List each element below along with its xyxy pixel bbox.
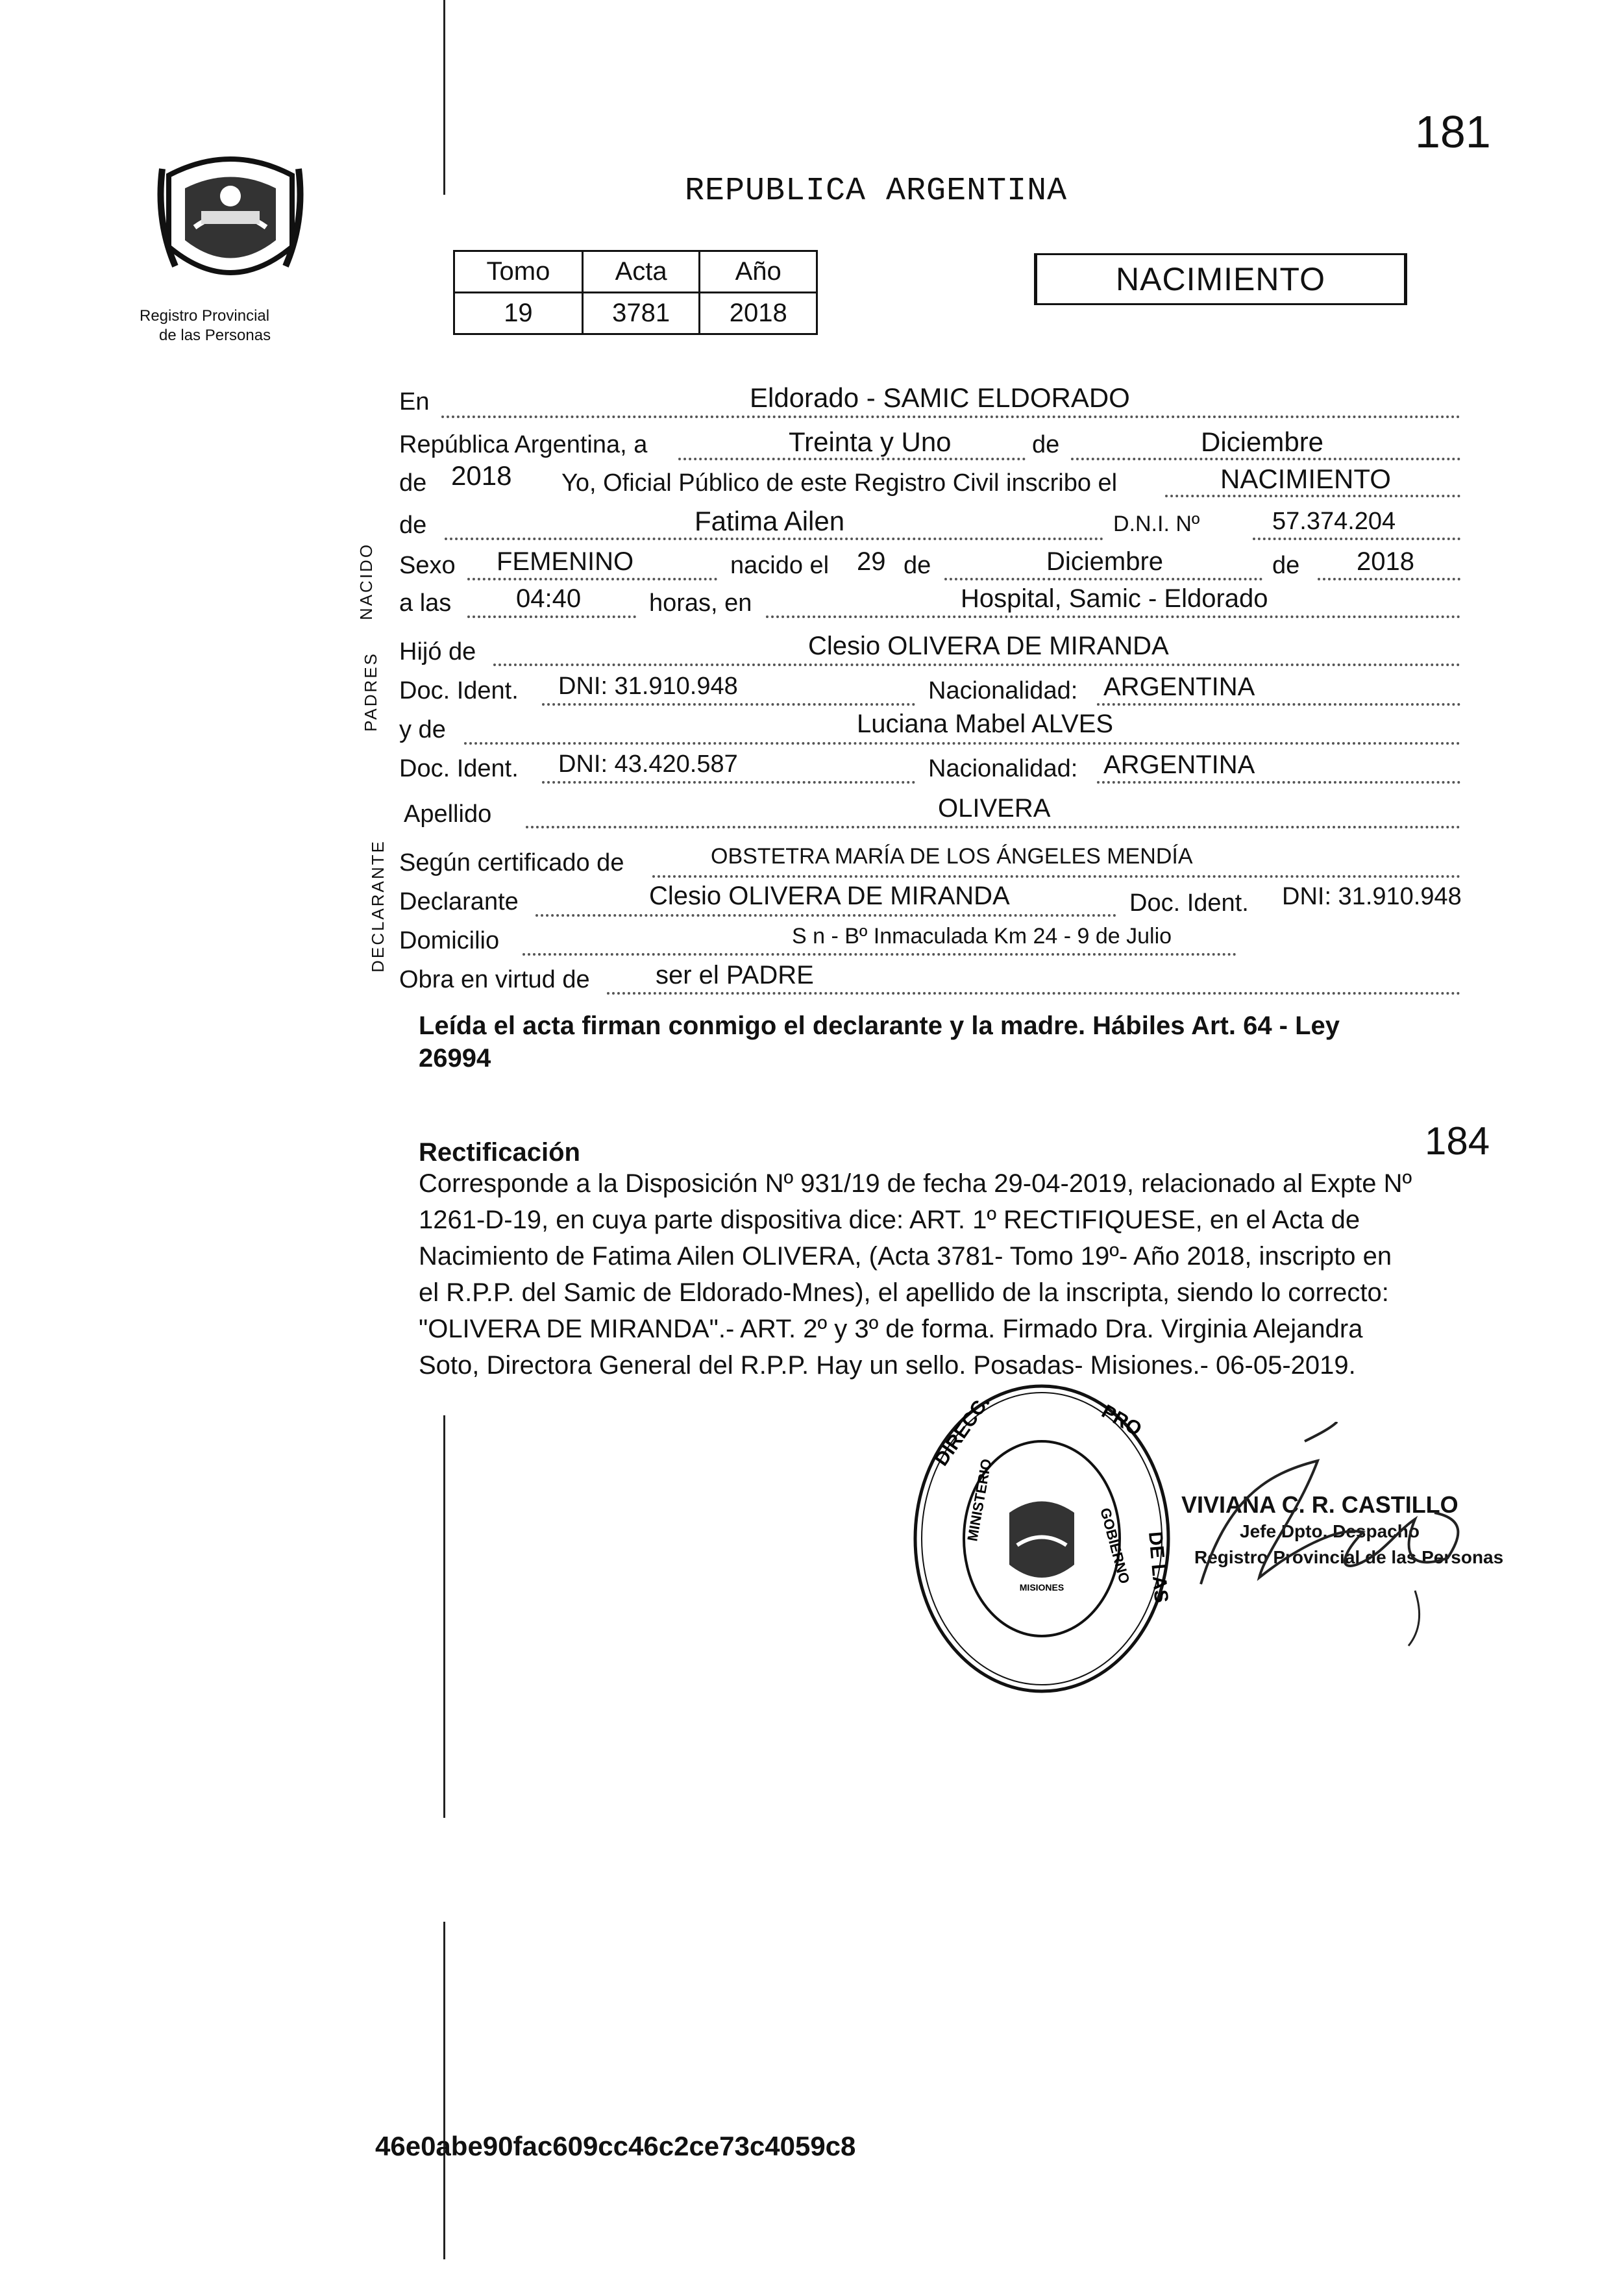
declarant-doc-value: DNI: 31.910.948 bbox=[1282, 883, 1462, 910]
field-label: Doc. Ident. bbox=[1129, 889, 1249, 917]
dotted-line bbox=[523, 953, 1236, 956]
record-table bbox=[453, 250, 818, 335]
svg-text:MINISTERIO: MINISTERIO bbox=[964, 1458, 995, 1543]
field-label: de bbox=[399, 512, 427, 539]
birth-month-value: Diciembre bbox=[1046, 547, 1164, 576]
table-header: Tomo bbox=[454, 251, 583, 293]
father-doc-value: DNI: 31.910.948 bbox=[558, 673, 738, 700]
month-value: Diciembre bbox=[1201, 427, 1324, 457]
field-label: Doc. Ident. bbox=[399, 755, 519, 782]
declarant-value: Clesio OLIVERA DE MIRANDA bbox=[649, 882, 1010, 910]
dotted-line bbox=[542, 781, 915, 784]
field-label: Sexo bbox=[399, 552, 456, 579]
dotted-line bbox=[766, 615, 1460, 618]
day-words-value: Treinta y Uno bbox=[789, 427, 952, 457]
text-line: el R.P.P. del Samic de Eldorado-Mnes), el apellido de la inscripta, siendo lo correcto: bbox=[419, 1278, 1389, 1307]
side-label-nacido: NACIDO bbox=[356, 542, 376, 621]
field-label: de bbox=[1272, 552, 1300, 579]
text-line: 1261-D-19, en cuya parte dispositiva dice: ART. 1º RECTIFIQUESE, en el Acta de bbox=[419, 1206, 1360, 1234]
dotted-line bbox=[467, 615, 636, 618]
rectification-page-number: 184 bbox=[1425, 1119, 1490, 1163]
dotted-line bbox=[467, 578, 717, 580]
closing-text: Leída el acta firman conmigo el declarante y la madre. Hábiles Art. 64 - Ley bbox=[419, 1012, 1340, 1040]
sexo-value: FEMENINO bbox=[497, 547, 634, 576]
table-header: Acta bbox=[582, 251, 700, 293]
registry-caption: Registro Provincial bbox=[140, 307, 270, 325]
dotted-line bbox=[1071, 458, 1460, 460]
dotted-line bbox=[1097, 781, 1460, 784]
mother-name-value: Luciana Mabel ALVES bbox=[857, 710, 1114, 738]
dotted-line bbox=[607, 992, 1460, 995]
dotted-line bbox=[493, 664, 1460, 666]
capacity-value: ser el PADRE bbox=[656, 961, 814, 989]
field-label: nacido el bbox=[730, 552, 830, 579]
text-line: Corresponde a la Disposición Nº 931/19 de fecha 29-04-2019, relacionado al Expte Nº bbox=[419, 1169, 1412, 1198]
signature-scribble-icon bbox=[1188, 1422, 1480, 1649]
dotted-line bbox=[678, 458, 1026, 460]
field-label: de bbox=[1032, 431, 1060, 458]
surname-value: OLIVERA bbox=[938, 794, 1051, 823]
field-label: horas, en bbox=[649, 590, 752, 617]
provincial-seal-icon bbox=[156, 149, 305, 292]
text-line: "OLIVERA DE MIRANDA".- ART. 2º y 3º de forma. Firmado Dra. Virginia Alejandra bbox=[419, 1315, 1363, 1343]
svg-text:DIRECC.: DIRECC. bbox=[930, 1392, 994, 1471]
svg-text:PRO: PRO bbox=[1098, 1400, 1146, 1441]
field-label: de bbox=[399, 469, 427, 497]
scan-artifact-line bbox=[443, 1415, 445, 1818]
field-label: Obra en virtud de bbox=[399, 966, 590, 993]
dotted-line bbox=[1318, 578, 1460, 580]
closing-text: 26994 bbox=[419, 1044, 491, 1073]
act-type-label: NACIMIENTO bbox=[1116, 261, 1325, 297]
act-inscribed-value: NACIMIENTO bbox=[1220, 464, 1391, 494]
field-label: y de bbox=[399, 716, 446, 743]
country-title: REPUBLICA ARGENTINA bbox=[685, 173, 1068, 210]
table-header: Año bbox=[700, 251, 817, 293]
certificate-value: OBSTETRA MARÍA DE LOS ÁNGELES MENDÍA bbox=[711, 844, 1193, 869]
dotted-line bbox=[944, 578, 1262, 580]
table-cell: 3781 bbox=[582, 293, 700, 334]
field-label: Nacionalidad: bbox=[928, 755, 1078, 782]
father-nationality-value: ARGENTINA bbox=[1103, 673, 1255, 701]
dotted-line bbox=[1165, 495, 1460, 497]
dotted-line bbox=[1097, 703, 1460, 706]
dotted-line bbox=[526, 826, 1460, 828]
year-value: 2018 bbox=[451, 460, 512, 491]
stamp-seal-caption: MISIONES bbox=[1019, 1582, 1064, 1593]
field-label: a las bbox=[399, 590, 452, 617]
page-number: 181 bbox=[1415, 106, 1491, 157]
text-line: Soto, Directora General del R.P.P. Hay un sello. Posadas- Misiones.- 06-05-2019. bbox=[419, 1351, 1356, 1380]
dotted-line bbox=[652, 875, 1460, 878]
field-label: Yo, Oficial Público de este Registro Civil inscribo el bbox=[561, 469, 1118, 497]
signature-name: VIVIANA C. R. CASTILLO bbox=[1181, 1491, 1458, 1518]
field-label: República Argentina, a bbox=[399, 431, 648, 458]
field-label: D.N.I. Nº bbox=[1113, 512, 1200, 536]
dotted-line bbox=[441, 416, 1460, 418]
father-name-value: Clesio OLIVERA DE MIRANDA bbox=[808, 632, 1169, 660]
signature-title: Jefe Dpto. Despacho bbox=[1240, 1521, 1420, 1541]
rectification-text bbox=[419, 1165, 1464, 1384]
field-label: Nacionalidad: bbox=[928, 677, 1078, 704]
birth-year-value: 2018 bbox=[1357, 547, 1414, 576]
field-label: Declarante bbox=[399, 888, 519, 915]
act-type-box bbox=[1034, 253, 1407, 305]
scan-artifact-line bbox=[443, 0, 445, 195]
name-value: Fatima Ailen bbox=[695, 506, 845, 536]
field-label: Apellido bbox=[404, 801, 492, 828]
field-label: Doc. Ident. bbox=[399, 677, 519, 704]
mother-doc-value: DNI: 43.420.587 bbox=[558, 751, 738, 778]
birth-day-value: 29 bbox=[857, 547, 886, 576]
table-cell: 19 bbox=[454, 293, 583, 334]
dni-value: 57.374.204 bbox=[1272, 508, 1396, 535]
field-label: Según certificado de bbox=[399, 849, 624, 876]
mother-nationality-value: ARGENTINA bbox=[1103, 751, 1255, 779]
scan-artifact-line bbox=[443, 1922, 445, 2259]
registry-caption: de las Personas bbox=[159, 327, 271, 344]
official-stamp-icon bbox=[905, 1376, 1178, 1701]
signature-title: Registro Provincial de las Personas bbox=[1194, 1547, 1504, 1567]
place-value: Eldorado - SAMIC ELDORADO bbox=[750, 382, 1130, 413]
birth-time-value: 04:40 bbox=[516, 584, 582, 613]
field-label: de bbox=[904, 552, 931, 579]
dotted-line bbox=[1253, 538, 1460, 540]
dotted-line bbox=[542, 703, 915, 706]
birth-place-value: Hospital, Samic - Eldorado bbox=[961, 584, 1268, 613]
field-label: En bbox=[399, 388, 430, 416]
dotted-line bbox=[445, 538, 1103, 540]
address-value: S n - Bº Inmaculada Km 24 - 9 de Julio bbox=[792, 924, 1172, 949]
document-hash: 46e0abe90fac609cc46c2ce73c4059c8 bbox=[375, 2131, 856, 2161]
field-label: Hijó de bbox=[399, 638, 476, 665]
dotted-line bbox=[464, 742, 1460, 745]
svg-text:GOBIERNO: GOBIERNO bbox=[1097, 1506, 1133, 1586]
side-label-declarante: DECLARANTE bbox=[367, 839, 388, 973]
table-cell: 2018 bbox=[700, 293, 817, 334]
field-label: Domicilio bbox=[399, 927, 500, 954]
side-label-padres: PADRES bbox=[361, 652, 380, 732]
rectification-title: Rectificación bbox=[419, 1138, 580, 1167]
svg-text:DE LAS: DE LAS bbox=[1144, 1530, 1172, 1604]
text-line: Nacimiento de Fatima Ailen OLIVERA, (Acta 3781- Tomo 19º- Año 2018, inscripto en bbox=[419, 1242, 1392, 1271]
dotted-line bbox=[535, 914, 1116, 917]
